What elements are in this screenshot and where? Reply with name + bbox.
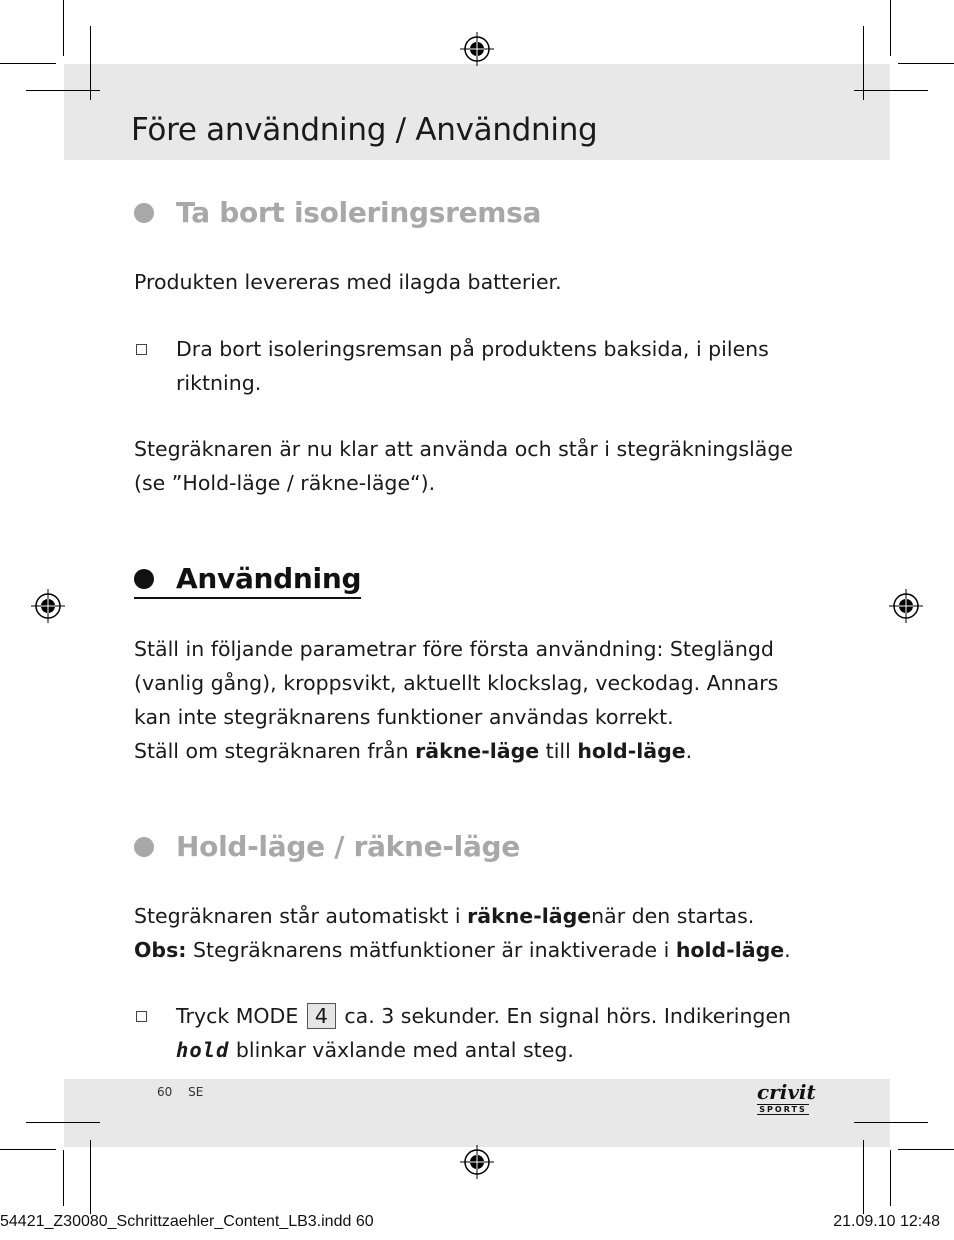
text-line: Ställ in följande parametrar före första användning: Steglängd [134,637,774,661]
text-line: Stegräknaren är nu klar att använda och står i stegräkningsläge [134,437,793,461]
text-line: kan inte stegräknarens funktioner användas korrekt. [134,705,674,729]
language-code: SE [188,1085,204,1099]
list-item [134,999,791,1067]
section-heading-remove-strip [134,196,541,229]
bullet-dot-icon [134,569,154,589]
brand-subline: SPORTS [757,1104,809,1115]
list-item-text [176,999,791,1033]
page-info [157,1085,215,1099]
crop-mark [26,90,100,91]
paragraph: Produkten levereras med ilagda batterier. [134,270,562,294]
slug-filename: 54421_Z30080_Schrittzaehler_Content_LB3.indd 60 [0,1213,374,1230]
note-label: Obs: [134,938,187,962]
crop-mark [90,1140,91,1214]
section-title: Ta bort isoleringsremsa [176,196,542,229]
crop-mark [26,1122,100,1123]
text-run: Stegräknaren står automatiskt i [134,904,468,928]
registration-mark-icon [889,589,923,623]
crop-mark [890,0,891,56]
crop-mark [854,90,928,91]
paragraph [134,632,778,768]
list-item-text: riktning. [176,371,262,395]
bullet-dot-icon [134,837,154,857]
checkbox-bullet-icon [136,344,147,355]
paragraph [134,899,791,967]
text-line: (se ”Hold-läge / räkne-läge“). [134,471,436,495]
brand-name: crivit [757,1080,816,1104]
paragraph [134,432,793,500]
crop-mark [63,1150,64,1206]
crop-mark [0,63,56,64]
list-item [134,332,769,400]
text-run: . [784,938,791,962]
text-run: . [685,739,693,763]
crop-mark [863,1140,864,1214]
list-item-text: Dra bort isoleringsremsan på produktens baksida, i pilens [176,337,769,361]
section-title: Hold-läge / räkne-läge [176,830,520,863]
brand-logo [757,1082,823,1118]
bold-term: räkne-läge [415,739,540,763]
page-title: Före användning / Användning [131,112,598,148]
bold-term: hold-läge [577,739,686,763]
text-run: Stegräknarens mätfunktioner är inaktiverade i [186,938,676,962]
crop-mark [0,1149,56,1150]
crop-mark [63,0,64,56]
registration-mark-icon [31,589,65,623]
checkbox-bullet-icon [136,1011,147,1022]
text-run: Ställ om stegräknaren från [134,739,416,763]
section-heading-usage [134,562,361,599]
text-run: blinkar växlande med antal steg. [229,1038,574,1062]
key-label: 4 [307,1003,336,1029]
bold-term: räkne-läge [467,904,592,928]
text-run: Tryck MODE [176,1004,305,1028]
crop-mark [898,1149,954,1150]
crop-mark [890,1150,891,1206]
bullet-dot-icon [134,203,154,223]
section-title: Användning [176,562,362,595]
crop-mark [854,1122,928,1123]
bold-term: hold-läge [675,938,785,962]
crop-mark [863,26,864,100]
text-run: till [539,739,578,763]
text-run: när den startas. [591,904,755,928]
list-item-text [176,1033,791,1067]
lcd-hold-indicator: hold [176,1038,230,1062]
page-number: 60 [157,1085,173,1099]
crop-mark [90,26,91,100]
text-line: (vanlig gång), kroppsvikt, aktuellt klockslag, veckodag. Annars [134,671,779,695]
crop-mark [898,63,954,64]
registration-mark-icon [460,32,494,66]
text-run: ca. 3 sekunder. En signal hörs. Indikeringen [337,1004,792,1028]
slug-date: 21.09.10 12:48 [833,1213,940,1230]
section-heading-hold-mode [134,830,520,863]
registration-mark-icon [460,1145,494,1179]
